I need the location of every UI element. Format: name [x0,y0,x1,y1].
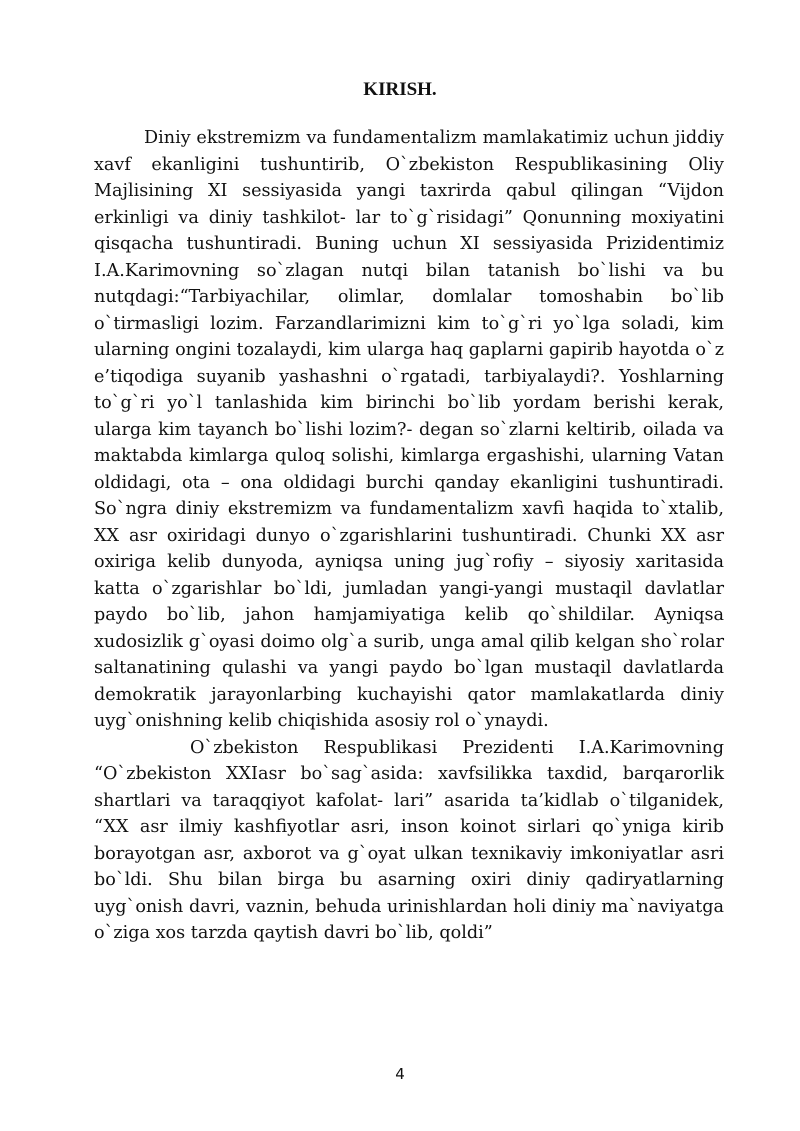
body-text [94,125,724,947]
section-heading: KIRISH. [363,79,437,100]
paragraph-1: Diniy ekstremizm va fundamentalizm mamlakatimiz uchun jiddiy xavf ekanligini tushuntirib, O`zbekiston Respublikasining Oliy Majlisining XI sessiyasida yangi taxrirda qabul qilingan “Vijdon erkinligi va diniy tashkilot- lar to`g`risidagi” Qonunning moxiyatini qisqacha tushuntiradi. Buning uchun XI sessiyasida Prizidentimiz I.A.Karimovning so`zlagan nutqi bilan tatanish bo`lishi va bu nutqdagi:“Tarbiyachilar, olimlar, domlalar tomoshabin bo`lib o`tirmasligi lozim. Farzandlarimizni kim to`g`ri yo`lga soladi, kim ularning ongini tozalaydi, kim ularga haq gaplarni gapirib hayotda o`z e’tiqodiga suyanib yashashni o`rgatadi, tarbiyalaydi?. Yoshlarning to`g`ri yo`l tanlashida kim birinchi bo`lib yordam berishi kerak, ularga kim tayanch bo`lishi lozim?- degan so`zlarni keltirib, oilada va maktabda kimlarga quloq solishi, kimlarga ergashishi, ularning Vatan oldidagi, ota – ona oldidagi burchi qanday ekanligini tushuntiradi. So`ngra diniy ekstremizm va fundamentalizm xavfi haqida to`xtalib, XX asr oxiridagi dunyo o`zgarishlarini tushuntiradi. Chunki XX asr oxiriga kelib dunyoda, ayniqsa uning jug`rofiy – siyosiy xaritasida katta o`zgarishlar bo`ldi, jumladan yangi-yangi mustaqil davlatlar paydo bo`lib, jahon hamjamiyatiga kelib qo`shildilar. Ayniqsa xudosizlik g`oyasi doimo olg`a surib, unga amal qilib kelgan sho`rolar saltanatining qulashi va yangi paydo bo`lgan mustaqil davlatlarda demokratik jarayonlarbing kuchayishi qator mamlakatlarda diniy uyg`onishning kelib chiqishida asosiy rol o`ynaydi. [94,128,724,731]
page-number: 4 [395,1065,405,1083]
paragraph-2: O`zbekiston Respublikasi Prezidenti I.A.Karimovning “O`zbekiston XXIasr bo`sag`asida: xavfsilikka taxdid, barqarorlik shartlari va taraqqiyot kafolat- lari” asarida ta’kidlab o`tilganidek, “XX asr ilmiy kashfiyotlar asri, inson koinot sirlari qo`yniga kirib borayotgan asr, axborot va g`oyat ulkan texnikaviy imkoniyatlar asri bo`ldi. Shu bilan birga bu asarning oxiri diniy qadiryatlarning uyg`onish davri, vaznin, behuda urinishlardan holi diniy ma`naviyatga o`ziga xos tarzda qaytish davri bo`lib, qoldi” [94,737,724,943]
